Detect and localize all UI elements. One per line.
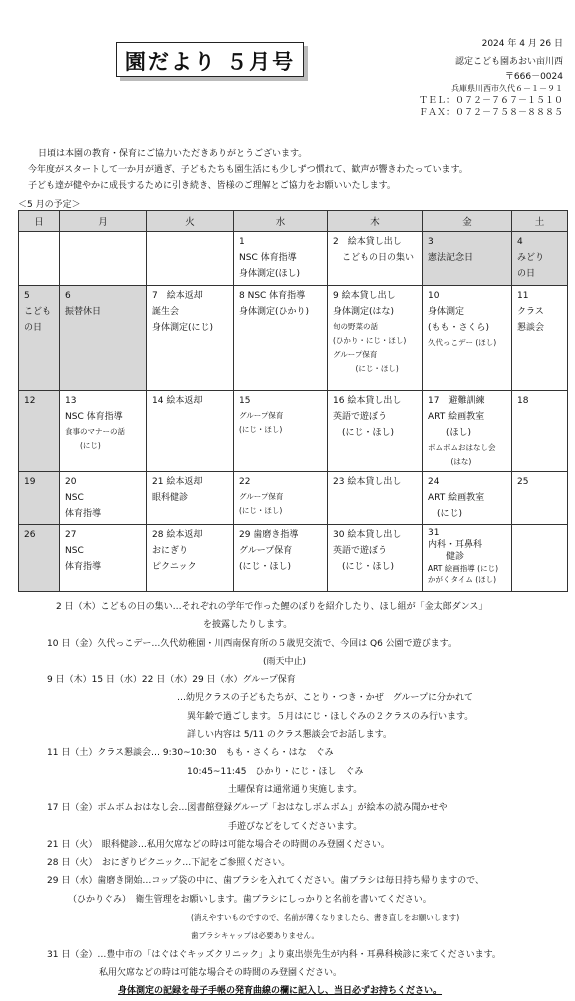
org-name: 認定こども園あおい亩川西 (454, 57, 563, 67)
cell-line: ピクニック (152, 562, 197, 572)
cell-line: 31 (428, 528, 440, 538)
day-cell (328, 391, 423, 472)
cell-line: 3 (428, 237, 434, 247)
weekday-mon: 月 (60, 211, 147, 232)
cell-line: 英語で遊ぼう (333, 412, 388, 422)
weekday-header-row (19, 211, 568, 232)
address: 兵庫県川西市久代６－１－９１ (451, 84, 563, 93)
cell-line: NSC (65, 546, 84, 556)
cell-line: (にじ・ほし) (333, 428, 395, 438)
cell-line: 1 (239, 237, 245, 247)
title-box (116, 42, 304, 77)
cell-line: 27 (65, 530, 77, 540)
cell-line: 身体測定 (428, 307, 465, 317)
day-cell (328, 286, 423, 391)
weekday-sun: 日 (19, 211, 60, 232)
cell-line: 内科・耳鼻科 (428, 540, 483, 550)
cell-line: (ほし) (428, 428, 472, 438)
cell-line: 30 絵本貸し出し (333, 530, 402, 540)
cell-line: NSC (65, 493, 84, 503)
cell-line: 16 絵本貸し出し (333, 396, 402, 406)
cell-line: ボムボムおはなし会 (428, 443, 496, 452)
cell-line: 22 (239, 477, 251, 487)
note-line: 10:45~11:45 ひかり・にじ・ほし ぐみ (187, 766, 364, 777)
greeting (18, 146, 568, 194)
day-cell (60, 472, 147, 525)
cell-line: 9 絵本貸し出し (333, 291, 396, 301)
day-cell (512, 472, 568, 525)
cell-line: 19 (24, 477, 36, 487)
cell-line: 誕生会 (152, 307, 180, 317)
weekday-sat: 土 (512, 211, 568, 232)
cell-line: 28 絵本返却 (152, 530, 203, 540)
day-cell (512, 525, 568, 592)
note-line: …幼児クラスの子どもたちが、ことり・つき・かぜ グループに分かれて (177, 693, 474, 704)
note-line: 11 日（土）クラス懇談会… 9:30~10:30 もも・さくら・はな ぐみ (47, 748, 334, 759)
page-title: 園だより ５月号 (124, 50, 296, 74)
note-line-emphasis: 身体測定の記録を母子手帳の発育曲線の欄に記入し、当日必ずお持ちください。 (118, 986, 443, 997)
calendar-caption: ＜5 月の予定＞ (18, 200, 81, 210)
cell-line: 20 (65, 477, 77, 487)
cell-line: みどり (517, 253, 545, 263)
day-cell (147, 472, 234, 525)
cell-line: 18 (517, 396, 529, 406)
note-line: 歯ブラシキャップは必要ありません。 (191, 931, 319, 941)
note-line: 土曜保育は通常通り実施します。 (228, 784, 363, 795)
day-cell (147, 525, 234, 592)
note-line: 10 日（金）久代っこデー…久代幼稚園・川西南保育所の５歳児交流で、今回は Q6 公園で遊びます。 (47, 638, 457, 649)
cell-line: (にじ) (428, 509, 463, 519)
day-cell (423, 525, 512, 592)
cell-line: 23 絵本貸し出し (333, 477, 402, 487)
cell-line: 2 絵本貸し出し (333, 237, 402, 247)
note-line: 異年齢で過ごします。５月はにじ・ほしぐみの２クラスのみ行います。 (187, 711, 474, 722)
day-cell (60, 232, 147, 286)
cell-line: ART 絵画教室 (428, 412, 485, 422)
cell-line: 5 (24, 291, 30, 301)
note-line: 9 日（木）15 日（水）22 日（水）29 日（水）グループ保育 (47, 675, 296, 686)
weekday-tue: 火 (147, 211, 234, 232)
day-cell-holiday (19, 286, 60, 391)
note-line: 31 日（金）…豊中市の「はぐはぐキッズクリニック」より東出崇先生が内科・耳鼻科検診に来てくださいます。 (47, 949, 501, 960)
day-cell-holiday (60, 286, 147, 391)
note-line: 私用欠席などの時は可能な場合その時間のみ登園ください。 (99, 967, 343, 978)
cell-line: 11 (517, 291, 529, 301)
day-cell-sunday (19, 525, 60, 592)
note-line: 17 日（金）ボムボムおはなし会…図書館登録グループ「おはなしボムボム」が絵本の読み聞かせや (47, 803, 448, 814)
cell-line: 10 (428, 291, 440, 301)
cell-line: 4 (517, 237, 523, 247)
cell-line: ART 絵画指導 (にじ) (428, 564, 498, 573)
cell-line: ART 絵画教室 (428, 493, 485, 503)
day-cell (328, 525, 423, 592)
day-cell (512, 391, 568, 472)
cell-line: グループ保育 (239, 546, 293, 556)
day-cell (234, 286, 328, 391)
note-line: (消えやすいものですので、名前が薄くなりましたら、書き直しをお願いします) (191, 913, 460, 923)
greeting-line: 今年度がスタートして一か月が過ぎ、子どもたちも園生活にも少しずつ慣れて、歓声が響きわたっています。 (28, 165, 468, 175)
note-line: (雨天中止) (263, 656, 307, 667)
cell-line: (にじ・ほし) (333, 364, 399, 373)
day-cell-sunday (19, 391, 60, 472)
cell-line: 24 (428, 477, 440, 487)
cell-line: 13 (65, 396, 77, 406)
cell-line: (にじ・ほし) (239, 562, 292, 572)
cell-line: 29 歯磨き指導 (239, 530, 299, 540)
cell-line: 久代っこデー (ほし) (428, 338, 497, 347)
day-cell (60, 525, 147, 592)
weekday-fri: 金 (423, 211, 512, 232)
cell-line: 6 (65, 291, 71, 301)
note-line: 2 日（木）こどもの日の集い…それぞれの学年で作った鯉のぼりを紹介したり、ほし組が「金太郎ダンス」 (56, 602, 488, 612)
cell-line: (ひかり・にじ・ほし) (333, 336, 407, 345)
day-cell (328, 232, 423, 286)
note-line: （ひかりぐみ） 衛生管理をお願いします。歯ブラシにしっかりと名前を書いてください。 (68, 894, 432, 905)
weekday-thu: 木 (328, 211, 423, 232)
day-cell (234, 391, 328, 472)
note-line: 手遊びなどをしてくださいます。 (228, 821, 363, 832)
cell-line: 17 避難訓練 (428, 396, 485, 406)
cell-line: 懇談会 (517, 323, 545, 333)
day-cell (328, 472, 423, 525)
note-line: を披露したりします。 (203, 620, 293, 631)
cell-line: NSC 体育指導 (65, 412, 123, 422)
week-row (19, 472, 568, 525)
notes-section (0, 598, 575, 1001)
fax: ＦＡＸ：０７２－７５８－８８８５ (418, 108, 563, 118)
cell-line: (はな) (428, 457, 472, 466)
cell-line: (もも・さくら) (428, 323, 490, 333)
day-cell (234, 525, 328, 592)
cell-line: グループ保育 (239, 492, 284, 501)
cell-line: 身体測定(ほし) (239, 269, 301, 279)
cell-line: の日 (517, 269, 536, 279)
cell-line: こども (24, 307, 52, 317)
cell-line: かがくタイム (ほし) (428, 575, 497, 584)
greeting-line: 子ども達が健やかに成長するために引き続き、皆様のご理解とご協力をお願いいたします。 (28, 181, 396, 191)
cell-line: 14 絵本返却 (152, 396, 203, 406)
day-cell (60, 391, 147, 472)
cell-line: おにぎり (152, 546, 189, 556)
cell-line: 憲法記念日 (428, 253, 474, 263)
cell-line: 体育指導 (65, 562, 102, 572)
cell-line: 26 (24, 530, 36, 540)
cell-line: こどもの日の集い (333, 253, 415, 263)
cell-line: 食事のマナーの話 (65, 427, 125, 436)
note-line: 29 日（水）歯磨き開始…コップ袋の中に、歯ブラシを入れてください。歯ブラシは毎日持ち帰りますので、 (47, 876, 484, 887)
cell-line: 振替休日 (65, 307, 102, 317)
issue-date: 2024 年 4 月 26 日 (481, 39, 563, 49)
week-row (19, 232, 568, 286)
cell-line: 旬の野菜の話 (333, 322, 378, 331)
cell-line: (にじ・ほし) (239, 506, 283, 515)
day-cell (512, 286, 568, 391)
cell-line: 体育指導 (65, 509, 102, 519)
cell-line: 英語で遊ぼう (333, 546, 388, 556)
may-calendar (18, 210, 568, 592)
cell-line: 15 (239, 396, 251, 406)
cell-line: の日 (24, 323, 43, 333)
note-line: 21 日（火） 眼科健診…私用欠席などの時は可能な場合その時間のみ登園ください。 (47, 839, 390, 850)
day-cell-holiday (423, 232, 512, 286)
day-cell-sunday (19, 472, 60, 525)
day-cell (423, 286, 512, 391)
cell-line: 眼科健診 (152, 493, 189, 503)
day-cell (147, 286, 234, 391)
cell-line: (にじ) (65, 441, 101, 450)
cell-line: 身体測定(にじ) (152, 323, 214, 333)
day-cell (234, 472, 328, 525)
note-line: 詳しい内容は 5/11 のクラス懇談会でお話します。 (187, 730, 392, 741)
postal-code: 〒666－0024 (504, 72, 563, 82)
cell-line: (にじ・ほし) (239, 425, 283, 434)
cell-line: 身体測定(ひかり) (239, 307, 310, 317)
greeting-line: 日頃は本園の教育・保育にご協力いただきありがとうございます。 (38, 149, 308, 159)
cell-line: グループ保育 (333, 350, 378, 359)
day-cell (423, 391, 512, 472)
week-row (19, 525, 568, 592)
cell-line: 8 NSC 体育指導 (239, 291, 306, 301)
weekday-wed: 水 (234, 211, 328, 232)
tel: ＴＥＬ：０７２－７６７－１５１０ (418, 96, 563, 106)
note-line: 28 日（火） おにぎりピクニック…下記をご参照ください。 (47, 858, 291, 869)
day-cell (147, 232, 234, 286)
day-cell (19, 232, 60, 286)
cell-line: グループ保育 (239, 411, 284, 420)
day-cell (234, 232, 328, 286)
cell-line: (にじ・ほし) (333, 562, 395, 572)
week-row (19, 286, 568, 391)
cell-line: 7 絵本返却 (152, 291, 203, 301)
cell-line: 健診 (428, 552, 465, 562)
cell-line: 12 (24, 396, 36, 406)
cell-line: NSC 体育指導 (239, 253, 297, 263)
day-cell (423, 472, 512, 525)
cell-line: 21 絵本返却 (152, 477, 203, 487)
week-row (19, 391, 568, 472)
day-cell (147, 391, 234, 472)
cell-line: クラス (517, 307, 544, 317)
cell-line: 25 (517, 477, 529, 487)
day-cell-holiday (512, 232, 568, 286)
cell-line: 身体測定(はな) (333, 307, 395, 317)
